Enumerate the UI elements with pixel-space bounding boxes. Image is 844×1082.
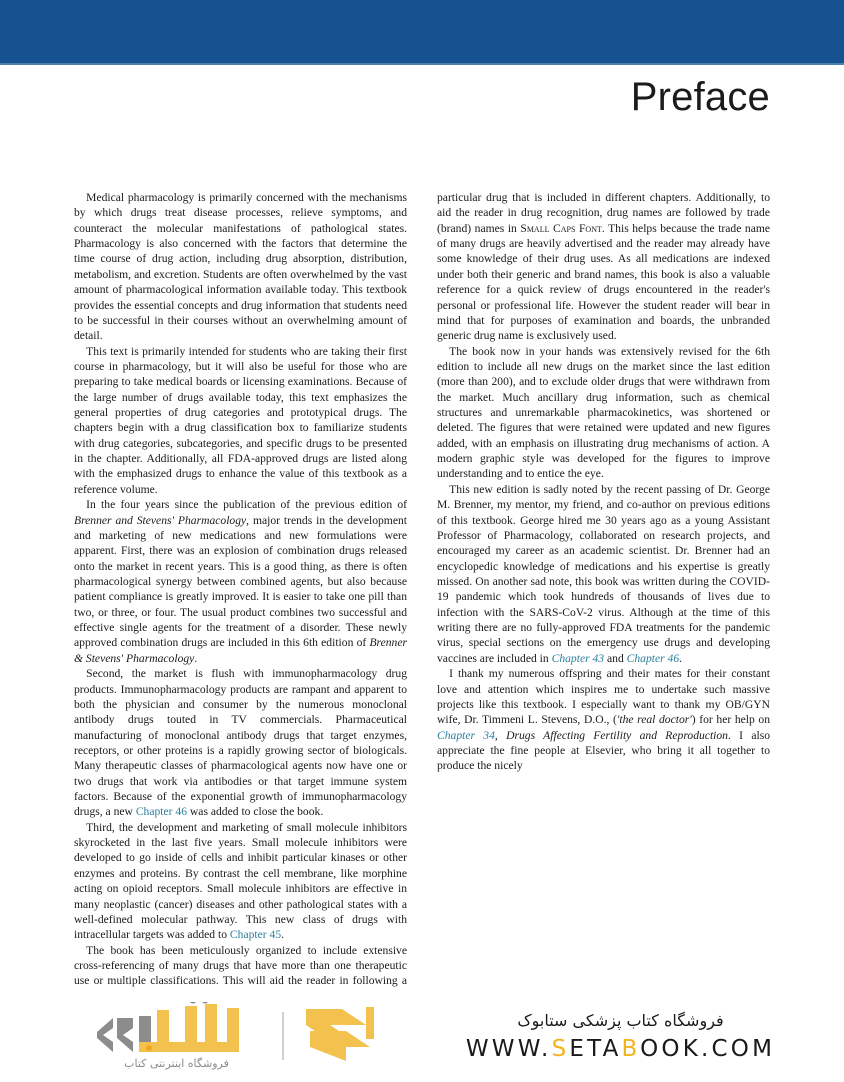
- chapter-cross-reference-link[interactable]: Chapter 34: [437, 728, 495, 742]
- body-paragraph: This text is primarily intended for students who are taking their first course in pharmacology, but it will also be useful for those who are preparing to take medical boards or licensing examinations. Because of the large number of drugs available today, this text emphasizes the general properties of drug categories and prototypical drugs. The chapters begin with a drug classification box to familiarize students with drug categories, subcategories, and specific drugs to be presented in the chapter. Additionally, all FDA-approved drugs are listed along with the emphasized drugs to enhance the value of this textbook as a reference volume.: [74, 344, 407, 496]
- body-paragraph: This new edition is sadly noted by the recent passing of Dr. George M. Brenner, my mentor, my friend, and co-author on previous editions of this textbook. George hired me 30 years ago as a young Assistant Professor of Pharmacology, collaborated on research projects, and encouraged my career as an academic scientist. Dr. Brenner had an encyclopedic knowledge of medications and his expertise is greatly missed. On another sad note, this book was written during the COVID-19 pandemic which took hundreds of thousands of lives due to infection with the SARS-CoV-2 virus. Although at the time of this writing there are no fully-approved FDA treatments for the pandemic virus, special sections on the emergency use drugs and developing vaccines are included in Chapter 43 and Chapter 46.: [437, 482, 770, 665]
- body-paragraph: I thank my numerous offspring and their mates for their constant love and attention which inspires me to undertake such massive projects like this textbook. I especially want to thank my OB/GYN wife, Dr. Timmeni L. Stevens, D.O., ('the real doctor') for her help on Chapter 34, Drugs Affecting Fertility and Reproduction. I also appreciate the fine people at Elsevier, who bring it all together to produce the nicely: [437, 667, 771, 773]
- chapter-cross-reference-link[interactable]: Chapter 46: [135, 805, 188, 819]
- url-character: M: [752, 1035, 776, 1062]
- italic-title: 'the real doctor': [616, 713, 692, 727]
- url-character: T: [587, 1035, 603, 1062]
- body-paragraph: Second, the market is flush with immunopharmacology drug products. Immunopharmacology products are rampant and apparent to both the physician and consumer by the numerous monoclonal antibody drugs touted in TV commercials. Pharmaceutical manufacturing of monoclonal antibody drugs that target enzymes, receptors, or other proteins is a rapidly growing sector of biologicals. Many therapeutic classes of pharmacological agents now have one or two drugs that work via antibodies or that target immune system factors. Because of the exponential growth of immunopharmacology drugs, a new Chapter 46 was added to close the book.: [74, 667, 407, 819]
- url-character: E: [569, 1035, 588, 1062]
- page-content: [0, 190, 844, 990]
- small-caps-text: Small Caps Font: [520, 221, 602, 235]
- url-character: S: [551, 1035, 570, 1062]
- setabook-chevron-mark-icon: [302, 1005, 378, 1068]
- logo-divider: [282, 1012, 284, 1060]
- footer-branding-bar: [0, 990, 844, 1082]
- url-character: W: [491, 1035, 518, 1062]
- setabook-wordmark-icon: [89, 1002, 264, 1054]
- url-character: O: [640, 1035, 662, 1062]
- body-paragraph: Medical pharmacology is primarily concerned with the mechanisms by which drugs treat disease processes, relieve symptoms, and counteract the molecular manifestations of pathological states. Pharmacology is also concerned with the factors that determine the time course of drug action, including drug absorption, distribution, metabolism, and excretion. Students are often overwhelmed by the vast amount of pharmacological information available today. This textbook provides the essential concepts and drug information that students need to be successful in their courses without an overwhelming amount of detail.: [74, 191, 407, 343]
- url-character: .: [541, 1035, 552, 1062]
- chapter-cross-reference-link[interactable]: Chapter 46: [626, 651, 680, 665]
- url-character: B: [621, 1035, 641, 1062]
- url-character: W: [517, 1035, 542, 1062]
- url-character: C: [711, 1035, 731, 1062]
- body-paragraph: In the four years since the publication of the previous edition of Brenner and Stevens' Pharmacology, major trends in the development and marketing of new medications and new formulations were apparent. First, there was an explosion of combination drugs released onto the market in recent years. This is a good thing, as there is often pharmacological synergy between combined agents, but also because patient compliance is greatly improved. It is easier to take one pill than two, or three, or four. The usual product combines two successful and effective single agents for the treatment of a disorder. These newly approved combination drugs are included in this 6th edition of Brenner & Stevens' Pharmacology.: [74, 498, 407, 665]
- title-zone: [0, 65, 844, 190]
- two-column-body-text: [74, 190, 770, 990]
- body-paragraph: The book now in your hands was extensively revised for the 6th edition to include all new drugs on the market since the last edition (more than 200), and to exclude older drugs that were withdrawn from the market. Much ancillary drug information, such as chemical structures and unremarkable pharmacokinetics, was shortened or deleted. The figures that were retained were updated and new figures added, with an emphasis on illustrating drug mechanisms of action. A modern graphic style was developed for the figures to improve understanding and to entice the eye.: [437, 344, 770, 481]
- footer-logo-area: [40, 1002, 427, 1070]
- chapter-cross-reference-link[interactable]: Chapter 43: [551, 651, 605, 665]
- url-character: A: [602, 1035, 622, 1062]
- setabook-logo: [89, 1002, 264, 1070]
- url-character: O: [661, 1035, 683, 1062]
- chapter-cross-reference-link[interactable]: Chapter 45: [229, 928, 282, 942]
- footer-tagline-fa: فروشگاه کتاب پزشکی ستابوک: [517, 1010, 724, 1030]
- logo-subtitle: فروشگاه اینترنتی کتاب: [124, 1057, 229, 1070]
- url-character: W: [465, 1035, 492, 1062]
- body-paragraph: Third, the development and marketing of small molecule inhibitors skyrocketed in the last five years. Small molecule inhibitors were developed to go inside of cells and inhibit particular kinases or other enzymes and proteins. By contrast the cell membrane, like morphine acting on opioid receptors. Small molecule inhibitors are effective in many neoplastic (cancer) diseases and other pathological states with a well-defined molecular pathway. This new class of drugs with intracellular targets was added to Chapter 45.: [74, 820, 407, 942]
- url-character: .: [701, 1035, 712, 1062]
- italic-title: Brenner and Stevens' Pharmacology: [74, 513, 247, 527]
- italic-title: Brenner & Stevens' Pharmacology: [74, 636, 407, 665]
- footer-url-area: [427, 1011, 814, 1062]
- header-blue-band: [0, 0, 844, 63]
- body-paragraph: The book has been meticulously organized to include extensive cross-referencing of many drugs that have more than one therapeutic use or multiple classifications. This will aid the reader in following a particular drug that is included in different chapters. Additionally, to aid the reader in drug recognition, drug names are followed by trade (brand) names in Small Caps Font. This helps because the trade name of many drugs are heavily advertised and the reader may already have some knowledge of their drug uses. As all medications are indexed under both their generic and brand names, this book is also a valuable reference for a quick review of drugs encountered in the reader's personal or professional life. However the student reader will bear in mind that for purposes of examination and boards, the unbranded generic drug name is exclusively used.: [74, 191, 771, 988]
- url-character: O: [730, 1035, 753, 1062]
- footer-website-url[interactable]: [466, 1036, 775, 1062]
- italic-title: Drugs Affecting Fertility and Reproduction: [506, 728, 728, 742]
- page-title: Preface: [630, 75, 770, 119]
- url-character: K: [682, 1035, 702, 1062]
